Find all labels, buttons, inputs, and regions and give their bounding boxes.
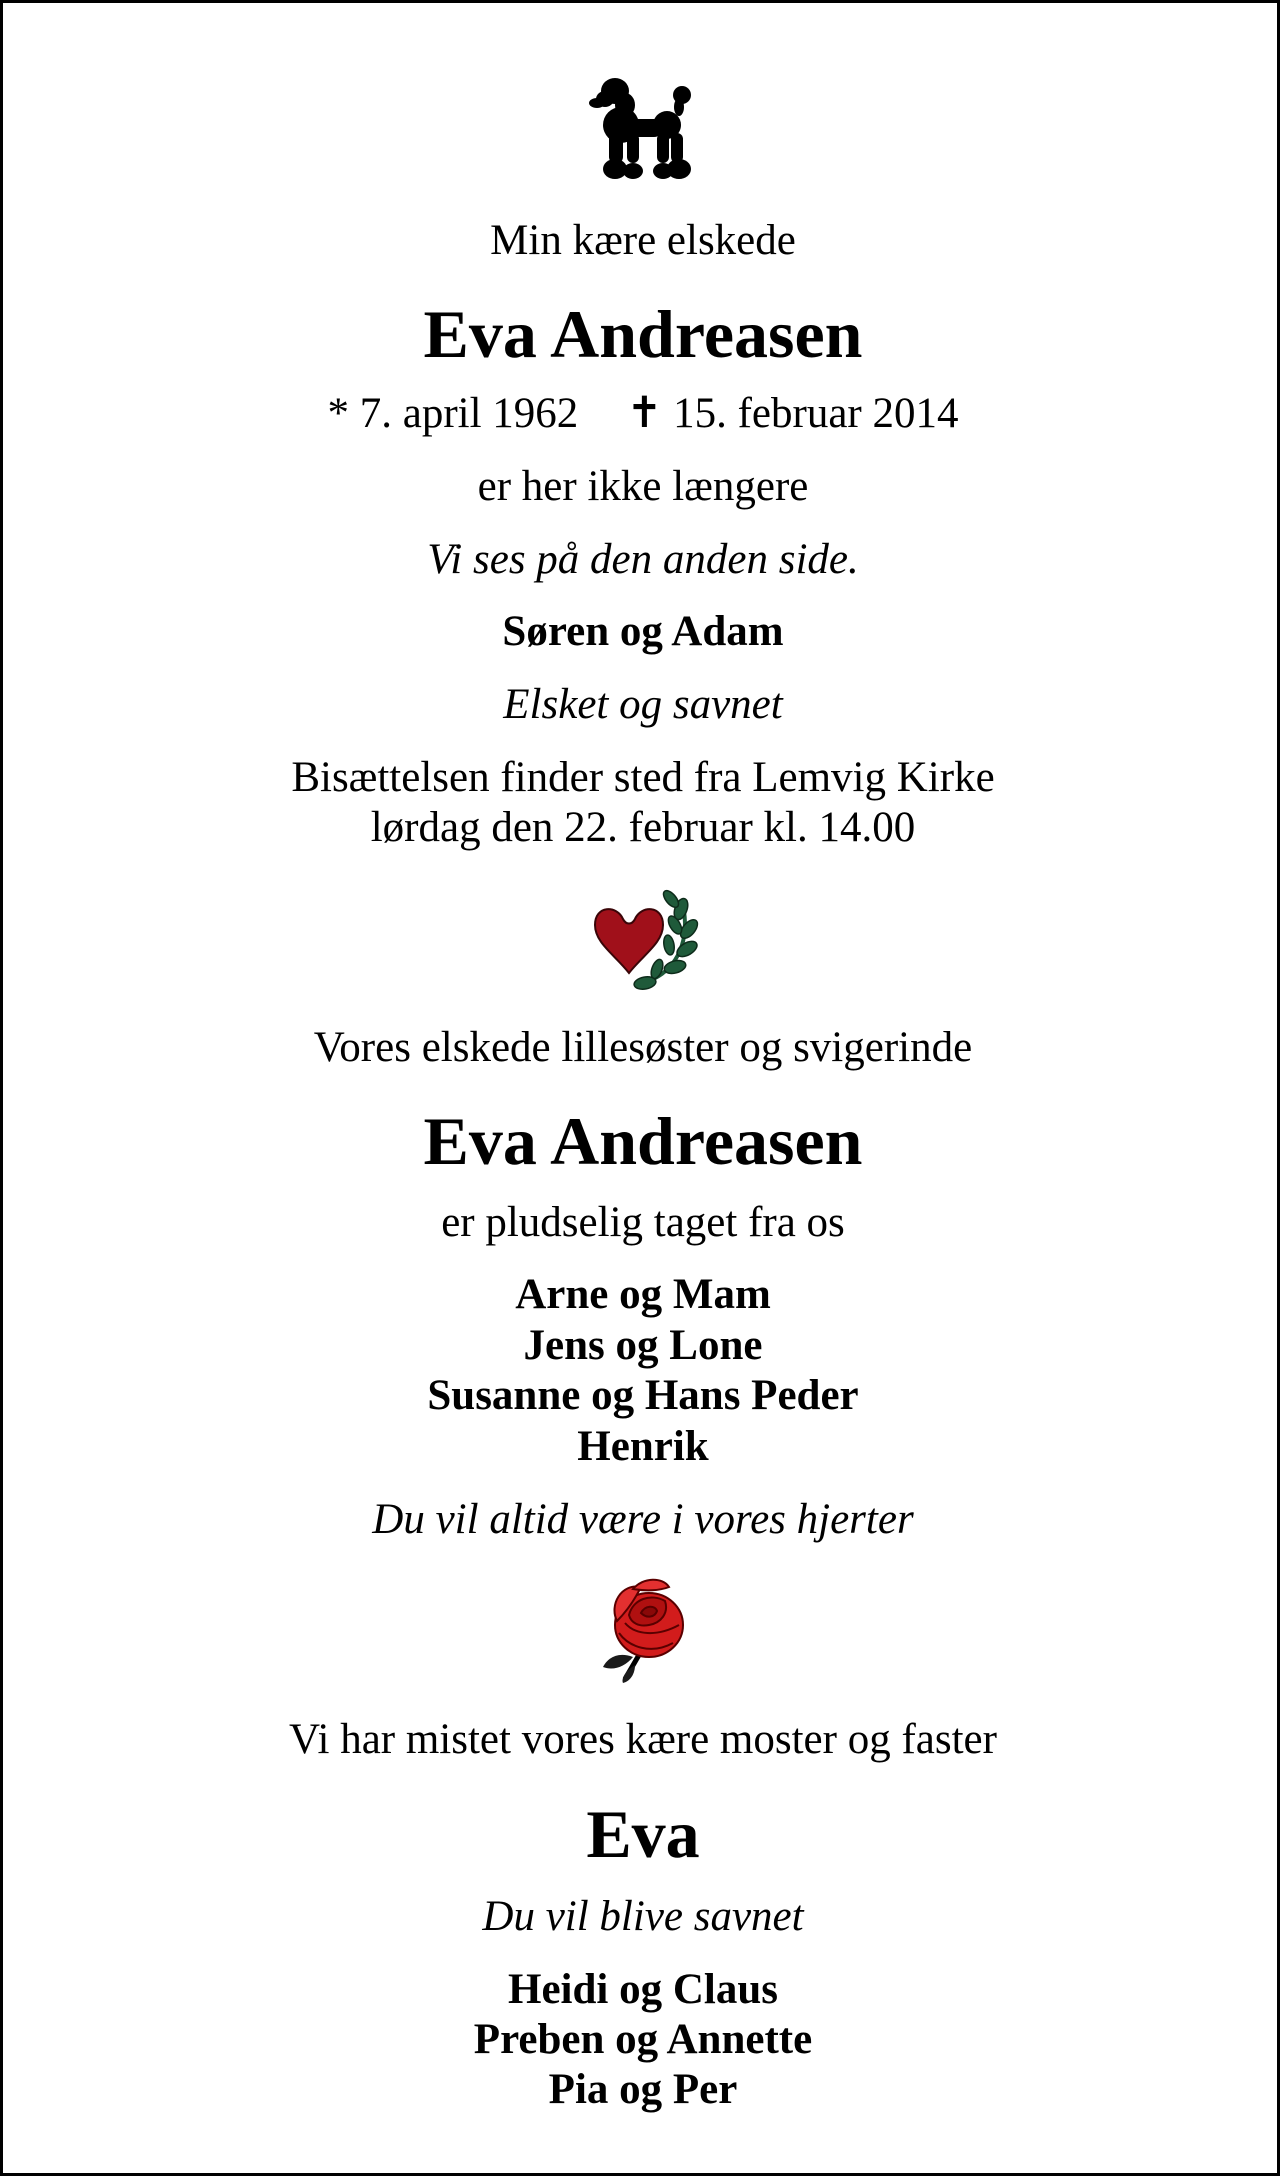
notice1-dates	[3, 392, 1280, 435]
rose-icon	[599, 1575, 691, 1685]
notice1-deceased-name: Eva Andreasen	[423, 296, 863, 372]
notice2-signer: Arne og Mam	[515, 1271, 771, 1318]
notice2-line: er pludselig taget fra os	[441, 1199, 845, 1246]
notice1-closing: Elsket og savnet	[503, 681, 783, 728]
notice2-intro: Vores elskede lillesøster og svigerinde	[313, 1024, 973, 1071]
notice1-signers: Søren og Adam	[502, 608, 784, 655]
funeral-info-line2: lørdag den 22. februar kl. 14.00	[370, 804, 916, 851]
notice2-signer: Henrik	[577, 1423, 709, 1470]
notice1-quote: Vi ses på den anden side.	[427, 536, 859, 583]
notice3-signer: Preben og Annette	[473, 2016, 813, 2063]
poodle-icon	[587, 73, 699, 185]
funeral-info-line1: Bisættelsen finder sted fra Lemvig Kirke	[291, 754, 995, 801]
notice2-signer: Susanne og Hans Peder	[427, 1372, 859, 1419]
death-date: ✝ 15. februar 2014	[626, 390, 959, 437]
birth-date: * 7. april 1962	[327, 390, 579, 437]
notice3-closing: Du vil blive savnet	[482, 1893, 804, 1940]
heart-wreath-icon	[589, 881, 699, 993]
notice3-signer: Pia og Per	[548, 2066, 738, 2113]
notice3-signer: Heidi og Claus	[508, 1966, 778, 2013]
notice1-intro: Min kære elskede	[490, 217, 796, 264]
notice3-intro: Vi har mistet vores kære moster og faster	[289, 1716, 997, 1763]
notice2-deceased-name: Eva Andreasen	[423, 1103, 863, 1179]
notice2-signer: Jens og Lone	[523, 1322, 763, 1369]
notice2-closing: Du vil altid være i vores hjerter	[372, 1496, 914, 1543]
notice1-line: er her ikke længere	[477, 463, 809, 510]
notice3-deceased-name: Eva	[586, 1796, 700, 1872]
